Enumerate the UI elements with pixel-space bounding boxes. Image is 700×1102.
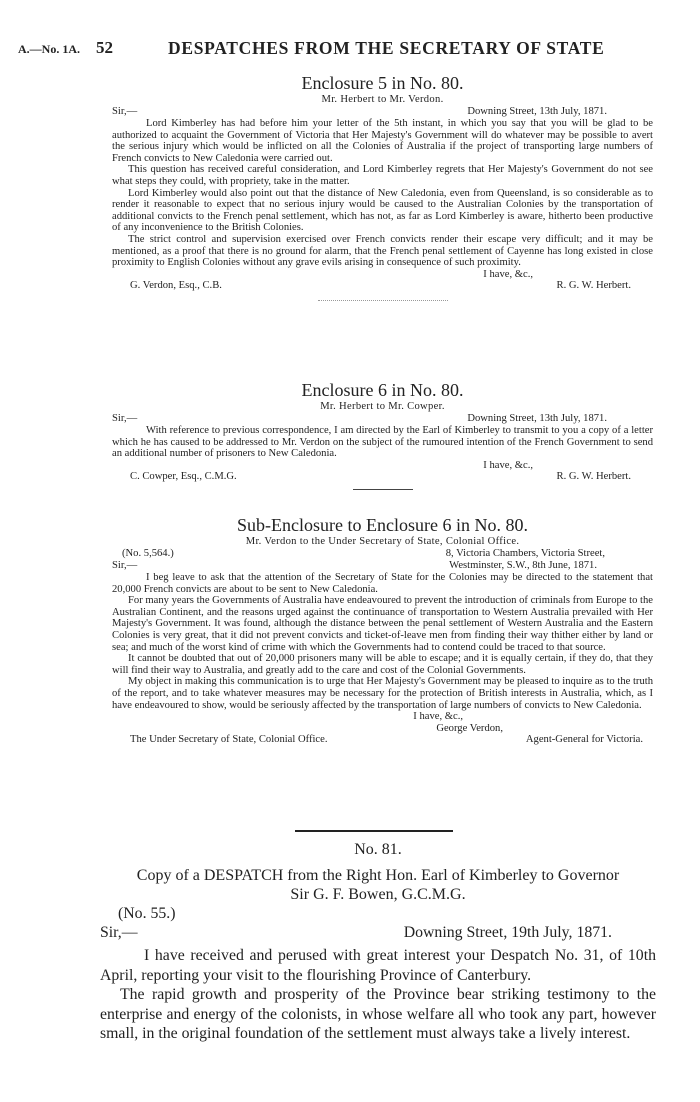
paragraph: For many years the Governments of Australia have endeavoured to prevent the introduction of criminals from Europe to the Australian Continent, and the reasons urged against the continuance of transportation to Western Australia prevailed with Her Majesty's Government. It was found, although the distance between the penal settlement of Western Australia and the Eastern Colonies is very great, that it did not prevent convicts and ticket-of-leave men from finding their way thither either by land or sea; and much of the worst kind of crime with which the Governments had to contend could be traced to that source. [112, 595, 653, 653]
paragraph: With reference to previous correspondence, I am directed by the Earl of Kimberley to transmit to you a copy of a letter which he has caused to be addressed to Mr. Verdon on the subject of the rumoured intention of the French Government to send an additional number of prisoners to New Caledonia. [112, 425, 653, 460]
divider [318, 300, 448, 301]
enclosure-6-subheading: Mr. Herbert to Mr. Cowper. [320, 401, 445, 412]
closing: I have, &c., [483, 268, 533, 280]
paragraph: The rapid growth and prosperity of the Province bear striking testimony to the enterprise and energy of the colonists, in whose welfare all who took any part, however small, in the original foundation of the settlement must always take a lively interest. [100, 986, 656, 1042]
signature: R. G. W. Herbert. [556, 471, 631, 483]
page-number: 52 [96, 38, 113, 57]
paragraph: I have received and perused with great interest your Despatch No. 31, of 10th April, reporting your visit to the flourishing Province of Canterbury. [100, 947, 656, 984]
signature: R. G. W. Herbert. [556, 280, 631, 292]
page-header [18, 38, 682, 62]
running-title: DESPATCHES FROM THE SECRETARY OF STATE [168, 38, 605, 58]
addressee: The Under Secretary of State, Colonial Office. [130, 734, 328, 746]
addressee: G. Verdon, Esq., C.B. [130, 280, 222, 292]
despatch-81 [100, 840, 656, 1044]
enclosure-5-heading: Enclosure 5 in No. 80. [301, 73, 464, 93]
enclosure-5-subheading: Mr. Herbert to Mr. Verdon. [321, 94, 444, 105]
paragraph: I beg leave to ask that the attention of the Secretary of State for the Colonies may be directed to the statement that 20,000 French convicts are about to be sent to New Caledonia. [112, 572, 653, 595]
section-divider [295, 830, 453, 832]
copy-line-2: Sir G. F. Bowen, G.C.M.G. [290, 885, 466, 903]
salutation: Sir,— [112, 106, 138, 117]
divider [353, 489, 413, 490]
enclosure-5 [112, 72, 653, 301]
paragraph: This question has received careful consideration, and Lord Kimberley regrets that Her Majesty's Government do not see what steps they could, with propriety, take in the matter. [112, 164, 653, 187]
salutation: Sir,— [112, 413, 138, 424]
paragraph: My object in making this communication is to urge that Her Majesty's Government may be pleased to inquire as to the truth of the report, and to take whatever measures may be necessary for the protection of British interests in Australia, which, as I have endeavoured to show, would be seriously affected by the transportation of large numbers of convicts to New Caledonia. [112, 676, 653, 711]
paragraph: Lord Kimberley would also point out that the distance of New Caledonia, even from Queensland, is so considerable as to render it reasonable to expect that no serious injury would be caused to the Australian Colonies by the transportation of additional convicts to the French penal settlement, which has not, as far as Lord Kimberley is aware, hitherto been productive of any inconvenience to the British Colonies. [112, 187, 653, 234]
closing: I have, &c., [413, 711, 463, 723]
address-line-2: Westminster, S.W., 8th June, 1871. [449, 560, 597, 571]
salutation: Sir,— [112, 560, 138, 571]
letter-number: (No. 5,564.) [122, 548, 174, 559]
despatch-ref: (No. 55.) [118, 904, 176, 922]
sub-enclosure-subheading: Mr. Verdon to the Under Secretary of State, Colonial Office. [245, 536, 520, 547]
signature-title: Agent-General for Victoria. [525, 734, 643, 746]
despatch-number: No. 81. [354, 841, 402, 858]
closing: I have, &c., [483, 459, 533, 471]
sub-enclosure [112, 514, 653, 746]
paragraph: It cannot be doubted that out of 20,000 prisoners many will be able to escape; and it is equally certain, if they do, that they will find their way to Australia, and greatly add to the care and cost of the Colonial Governments. [112, 653, 653, 676]
place-date: Downing Street, 13th July, 1871. [467, 413, 607, 424]
signature: George Verdon, [436, 722, 503, 734]
paper-reference: A.—No. 1A. [18, 42, 80, 56]
addressee: C. Cowper, Esq., C.M.G. [130, 471, 237, 483]
copy-line-1: Copy of a DESPATCH from the Right Hon. Earl of Kimberley to Governor [136, 866, 620, 884]
place-date: Downing Street, 13th July, 1871. [467, 106, 607, 117]
paragraph: Lord Kimberley has had before him your letter of the 5th instant, in which you say that you will be glad to be authorized to acquaint the Government of Victoria that Her Majesty's Government will do whatever may be possible to avert the serious injury which would be inflicted on all the Colonies of Australia if the project of transporting large numbers of French convicts to New Caledonia were carried out. [112, 118, 653, 164]
paragraph: The strict control and supervision exercised over French convicts render their escape very difficult; and it may be mentioned, as a proof that there is no ground for alarm, that the French penal settlement of Cayenne has long existed in close proximity to English Colonies without any grave evils arising in consequence of such proximity. [112, 233, 653, 269]
enclosure-6-heading: Enclosure 6 in No. 80. [301, 380, 464, 400]
address-line-1: 8, Victoria Chambers, Victoria Street, [445, 548, 605, 559]
sub-enclosure-heading: Sub-Enclosure to Enclosure 6 in No. 80. [237, 515, 528, 535]
enclosure-6 [112, 379, 653, 490]
place-date: Downing Street, 19th July, 1871. [403, 924, 612, 941]
salutation: Sir,— [100, 924, 138, 941]
